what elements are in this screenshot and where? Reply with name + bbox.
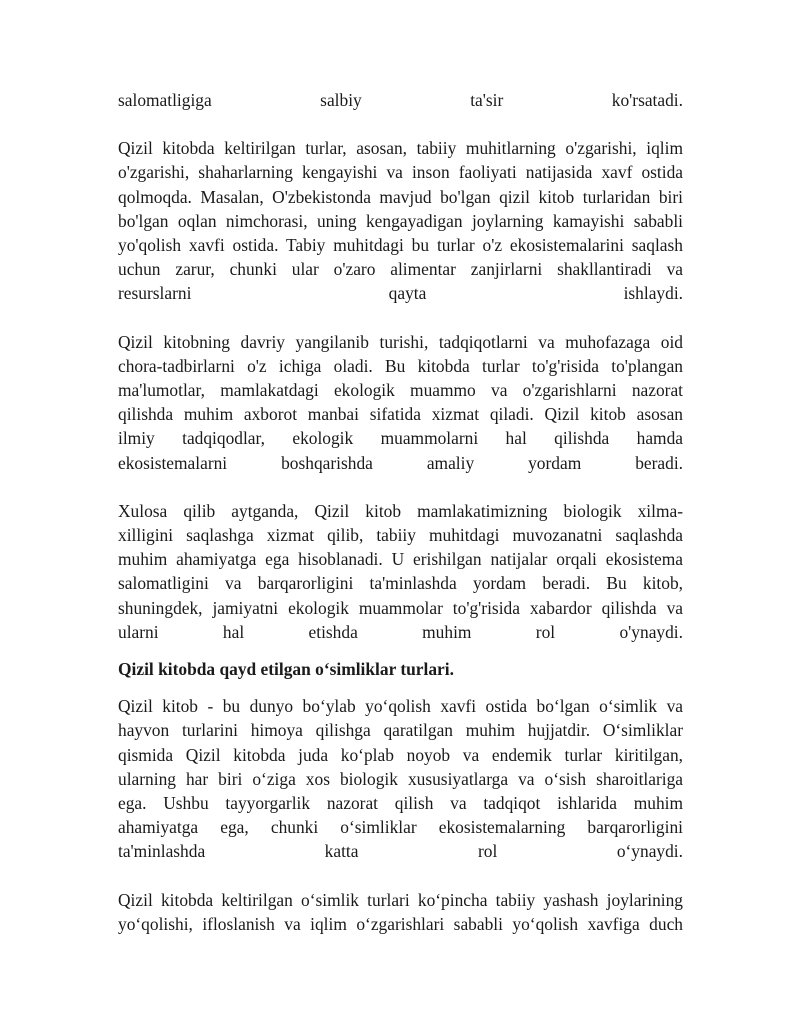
text-line: yo'qolish xavfi ostida. Tabiy muhitdagi bu turlar o'z ekosistemalarini saqlash	[118, 235, 683, 256]
text-line: salomatligini va barqarorligini ta'minlashda yordam beradi. Bu kitob,	[118, 573, 683, 594]
text-line: resurslarni qayta ishlaydi.	[118, 283, 683, 304]
text-line: ta'minlashda katta rol o‘ynaydi.	[118, 841, 683, 862]
paragraph-3	[118, 499, 683, 644]
text-line: shuningdek, jamiyatni ekologik muammolar to'g'risida xabardor qilishda va	[118, 597, 683, 618]
paragraph-2	[118, 330, 683, 475]
text-line: salomatligiga salbiy ta'sir ko'rsatadi.	[118, 90, 683, 110]
text-line: ilmiy tadqiqodlar, ekologik muammolarni hal qilishda hamda	[118, 428, 683, 449]
paragraph-5	[118, 888, 683, 936]
text-line: ahamiyatga ega, chunki o‘simliklar ekosistemalarning barqarorligini	[118, 817, 683, 838]
text-line: ularning har biri o‘ziga xos biologik xususiyatlarga va o‘sish sharoitlariga	[118, 768, 683, 789]
section-heading: Qizil kitobda qayd etilgan o‘simliklar turlari.	[118, 659, 454, 680]
text-line: qismida Qizil kitobda juda ko‘plab noyob va endemik turlar kiritilgan,	[118, 744, 683, 765]
text-line: muhim ahamiyatga ega hisoblanadi. U erishilgan natijalar orqali ekosistema	[118, 549, 683, 570]
text-line: Qizil kitob - bu dunyo bo‘ylab yo‘qolish xavfi ostida bo‘lgan o‘simlik va	[118, 696, 683, 717]
text-line: qilishda muhim axborot manbai sifatida xizmat qiladi. Qizil kitob asosan	[118, 404, 683, 425]
text-line: ularni hal etishda muhim rol o'ynaydi.	[118, 621, 683, 642]
text-line: Qizil kitobda keltirilgan o‘simlik turlari ko‘pincha tabiiy yashash joylarining	[118, 889, 683, 910]
text-line: bo'lgan oqlan nimchorasi, uning kengayadigan joylarning kamayishi sababli	[118, 210, 683, 231]
text-line: uchun zarur, chunki ular o'zaro alimentar zanjirlarni shakllantiradi va	[118, 259, 683, 280]
paragraph-0	[118, 88, 683, 112]
text-line: o'zgarishi, shaharlarning kengayishi va inson faoliyati natijasida xavf ostida	[118, 162, 683, 183]
paragraph-1	[118, 136, 683, 305]
text-line: xilligini saqlashga xizmat qilib, tabiiy muhitdagi muvozanatni saqlashda	[118, 525, 683, 546]
text-line: ekosistemalarni boshqarishda amaliy yordam beradi.	[118, 452, 683, 473]
text-line: chora-tadbirlarni o'z ichiga oladi. Bu kitobda turlar to'g'risida to'plangan	[118, 355, 683, 376]
paragraph-4	[118, 694, 683, 863]
text-line: ma'lumotlar, mamlakatdagi ekologik muammo va o'zgarishlarni nazorat	[118, 380, 683, 401]
text-line: yo‘qolishi, ifloslanish va iqlim o‘zgarishlari sababli yo‘qolish xavfiga duch	[118, 913, 683, 934]
text-line: Qizil kitobning davriy yangilanib turishi, tadqiqotlarni va muhofazaga oid	[118, 331, 683, 352]
text-line: Qizil kitobda keltirilgan turlar, asosan, tabiiy muhitlarning o'zgarishi, iqlim	[118, 138, 683, 159]
text-line: ega. Ushbu tayyorgarlik nazorat qilish va tadqiqot ishlarida muhim	[118, 793, 683, 814]
text-line: Xulosa qilib aytganda, Qizil kitob mamlakatimizning biologik xilma-	[118, 500, 683, 521]
text-line: qolmoqda. Masalan, O'zbekistonda mavjud bo'lgan qizil kitob turlaridan biri	[118, 186, 683, 207]
text-line: hayvon turlarini himoya qilishga qaratilgan muhim hujjatdir. O‘simliklar	[118, 720, 683, 741]
document-page	[118, 88, 683, 936]
